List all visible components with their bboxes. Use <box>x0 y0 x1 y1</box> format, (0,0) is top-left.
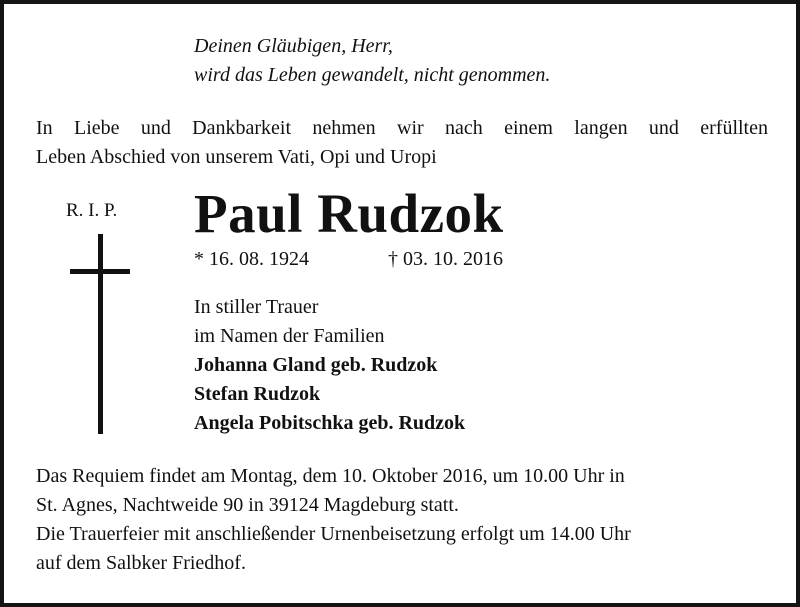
family-member: Johanna Gland geb. Rudzok <box>194 354 438 376</box>
mourning-line-2: im Namen der Familien <box>194 325 385 347</box>
info-line-2: St. Agnes, Nachtweide 90 in 39124 Magdeburg statt. <box>36 494 459 516</box>
quote-line-2: wird das Leben gewandelt, nicht genommen. <box>194 64 551 86</box>
death-date: † 03. 10. 2016 <box>388 248 503 270</box>
info-line-3: Die Trauerfeier mit anschließender Urnenbeisetzung erfolgt um 14.00 Uhr <box>36 523 631 545</box>
mourning-line-1: In stiller Trauer <box>194 296 319 318</box>
info-line-4: auf dem Salbker Friedhof. <box>36 552 246 574</box>
family-member: Angela Pobitschka geb. Rudzok <box>194 412 466 434</box>
intro-line-2: Leben Abschied von unserem Vati, Opi und Uropi <box>36 146 437 168</box>
quote-line-1: Deinen Gläubigen, Herr, <box>194 35 393 57</box>
cross-vertical-bar <box>98 234 103 434</box>
intro-line-1: In Liebe und Dankbarkeit nehmen wir nach einem langen und erfüllten <box>36 117 768 139</box>
family-member: Stefan Rudzok <box>194 383 321 405</box>
info-line-1: Das Requiem findet am Montag, dem 10. Oktober 2016, um 10.00 Uhr in <box>36 465 625 487</box>
birth-date: * 16. 08. 1924 <box>194 248 309 270</box>
rip-label: R. I. P. <box>66 200 118 221</box>
cross-horizontal-bar <box>70 269 130 274</box>
intro-text <box>36 114 768 172</box>
deceased-name: Paul Rudzok <box>194 183 504 244</box>
